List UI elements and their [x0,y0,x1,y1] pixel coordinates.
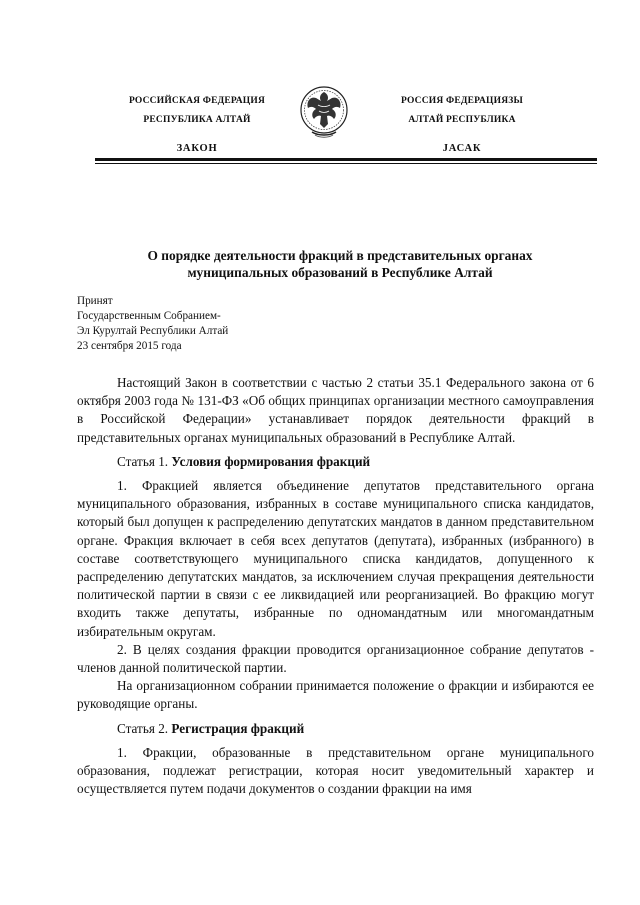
header-right [362,92,562,154]
law-title-line2: муниципальных образований в Республике Алтай [187,265,493,280]
article1-paragraph2: 2. В целях создания фракции проводится организационное собрание депутатов - членов данной политической партии. [77,641,594,676]
adoption-line2: Государственным Собранием- [77,310,221,322]
adoption-block [77,294,377,354]
article1-title: Условия формирования фракций [171,453,371,469]
preamble-paragraph: Настоящий Закон в соответствии с частью 2 статьи 35.1 Федерального закона от 6 октября 2003 года № 131-ФЗ «Об общих принципах организации местного самоуправления в Российской Федерации» устанавливает порядок деятельности фракций в представительных органах муниципальных образований в Республике Алтай. [77,375,594,445]
law-title-line1: О порядке деятельности фракций в представительных органах [147,248,533,263]
header-rule-thin [95,163,597,164]
header-left-line2: РЕСПУБЛИКА АЛТАЙ [143,115,251,125]
law-body [77,374,594,798]
altai-coat-of-arms-icon [298,80,350,144]
adoption-date: 23 сентября 2015 года [77,340,182,352]
header-left-law: ЗАКОН [176,143,218,154]
article1-prefix: Статья 1. [117,453,169,469]
article1-paragraph3: На организационном собрании принимается положение о фракции и избираются ее руководящие органы. [77,678,594,712]
law-title [88,247,592,281]
article2-prefix: Статья 2. [117,720,169,736]
header-left [97,92,297,154]
header-right-line1: РОССИЯ ФЕДЕРАЦИЯЗЫ [401,96,523,106]
article1-heading [77,453,594,471]
article1-paragraph1: 1. Фракцией является объединение депутатов представительного органа муниципального образования, избранных в составе муниципального списка кандидатов, который был допущен к распределению депутатских мандатов в данном представительном органе. Фракция включает в себя всех депутатов (депутата), избранных (избранного) в составе соответствующего муниципального списка кандидатов, допущенного к распределению депутатских мандатов, за исключением случая прекращения деятельности политической партии в связи с ее ликвидацией или реорганизацией. Во фракцию могут входить также депутаты, избранные по одномандатным или многомандатным избирательным округам. [77,478,594,639]
header-rule-thick [95,158,597,161]
header-right-law: ЈАСАК [442,143,482,154]
header-right-line2: АЛТАЙ РЕСПУБЛИКА [408,115,516,125]
adoption-line1: Принят [77,295,113,307]
header-left-line1: РОССИЙСКАЯ ФЕДЕРАЦИЯ [128,96,266,106]
article2-heading [77,720,594,738]
article2-title: Регистрация фракций [171,720,305,736]
adoption-line3: Эл Курултай Республики Алтай [77,325,229,337]
article2-paragraph1: 1. Фракции, образованные в представительном органе муниципального образования, подлежат регистрации, которая носит уведомительный характер и осуществляется путем подачи документов о создании фракции на имя [77,744,594,797]
